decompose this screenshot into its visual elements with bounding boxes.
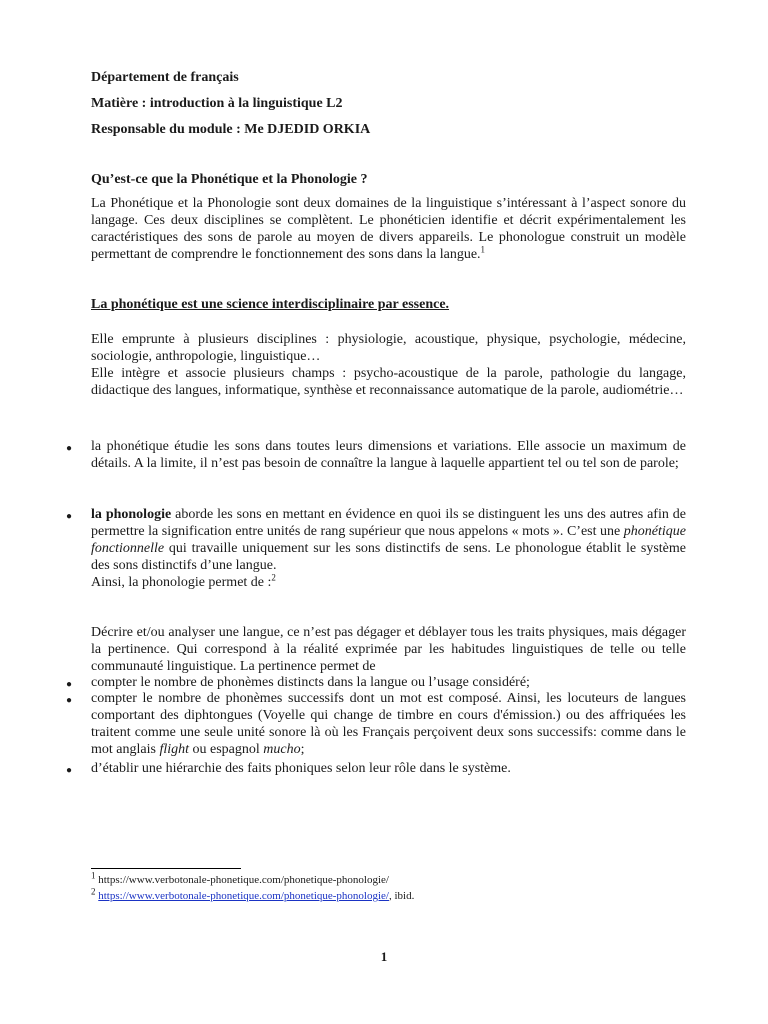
section-heading: La phonétique est une science interdisciplinaire par essence.	[91, 297, 450, 312]
department-line: Département de français	[91, 70, 239, 85]
page-number: 1	[380, 949, 388, 964]
list-item-3: d’établir une hiérarchie des faits phoniques selon leur rôle dans le système.	[91, 761, 511, 776]
bullet-icon: ●	[66, 695, 73, 706]
footnote-1	[91, 870, 389, 887]
footnote-ref-1: 1	[480, 244, 486, 255]
module-manager-line: Responsable du module : Me DJEDID ORKIA	[91, 122, 371, 137]
footnote-1-text: https://www.verbotonale-phonetique.com/phonetique-phonologie/	[95, 874, 389, 886]
intro-paragraph	[91, 195, 686, 263]
phonologie-text-cont: qui travaille uniquement sur les sons distinctifs de sens. Le phonologue établit le système des sons distinctifs d’une langue.	[91, 541, 686, 573]
footnote-ref-2: 2	[271, 572, 276, 583]
footnote-2-link[interactable]: https://www.verbotonale-phonetique.com/phonetique-phonologie/	[98, 890, 389, 902]
bullet-icon: ●	[66, 679, 73, 690]
phonetique-fonctionnelle-term: phonétique fonctionnelle	[91, 524, 686, 556]
footnote-2-number: 2	[91, 886, 96, 897]
word-mucho: mucho	[263, 742, 301, 757]
bullet-icon: ●	[66, 443, 73, 454]
list-item-2-text: compter le nombre de phonèmes successifs dont un mot est composé. Ainsi, les locuteurs de langues comportant des diphtongues (Voyelle qui change de timbre en cours d'émission.) ou des affriquées les traitent comme une seule unité sonore là où les Français perçoivent deux sons successifs: comme dans le mot anglais	[91, 691, 686, 757]
subject-line: Matière : introduction à la linguistique L2	[91, 96, 343, 111]
list-item-2-mid: ou espagnol	[189, 742, 264, 757]
bullet-phonetique: la phonétique étudie les sons dans toutes leurs dimensions et variations. Elle associe un maximum de détails. A la limite, il n’est pas besoin de connaître la langue à laquelle appartient tel ou tel son de parole;	[91, 439, 686, 471]
list-item-2-end: ;	[300, 742, 305, 757]
word-flight: flight	[159, 742, 189, 757]
fields-paragraph: Elle intègre et associe plusieurs champs : psycho-acoustique de la parole, pathologie du langage, didactique des langues, informatique, synthèse et reconnaissance automatique de la parole, audiométrie…	[91, 366, 686, 398]
list-item-1: compter le nombre de phonèmes distincts dans la langue ou l’usage considéré;	[91, 675, 530, 690]
intro-text: La Phonétique et la Phonologie sont deux domaines de la linguistique s’intéressant à l’aspect sonore du langage. Ces deux disciplines se complètent. Le phonéticien identifie et décrit expérimentalement les caractéristiques des sons de parole au moyen de divers appareils. Le phonologue construit un modèle permettant de comprendre le fonctionnement des sons dans la langue.	[91, 196, 686, 262]
phonologie-permet: Ainsi, la phonologie permet de :	[91, 575, 272, 590]
list-item-2	[91, 690, 686, 758]
describe-paragraph: Décrire et/ou analyser une langue, ce n’est pas dégager et déblayer tous les traits physiques, mais dégager la pertinence. Qui correspond à la réalité exprimée par les habitudes linguistiques de telle ou telle communauté linguistique. La pertinence permet de	[91, 625, 686, 674]
bullet-icon: ●	[66, 511, 73, 522]
bullet-icon: ●	[66, 765, 73, 776]
phonologie-term: la phonologie	[91, 507, 172, 522]
bullet-phonologie	[91, 506, 686, 591]
footnote-separator	[91, 868, 241, 869]
footnote-2-tail: , ibid.	[388, 890, 415, 902]
section-question: Qu’est-ce que la Phonétique et la Phonologie ?	[91, 172, 368, 187]
footnote-2	[91, 886, 415, 903]
footnote-1-number: 1	[91, 870, 96, 881]
phonologie-text: aborde les sons en mettant en évidence en quoi ils se distinguent les uns des autres afin de permettre la signification entre unités de rang supérieur que nous appelons « mots ». C’est une	[91, 507, 686, 539]
disciplines-paragraph: Elle emprunte à plusieurs disciplines : physiologie, acoustique, physique, psychologie, médecine, sociologie, anthropologie, linguistique…	[91, 332, 686, 364]
